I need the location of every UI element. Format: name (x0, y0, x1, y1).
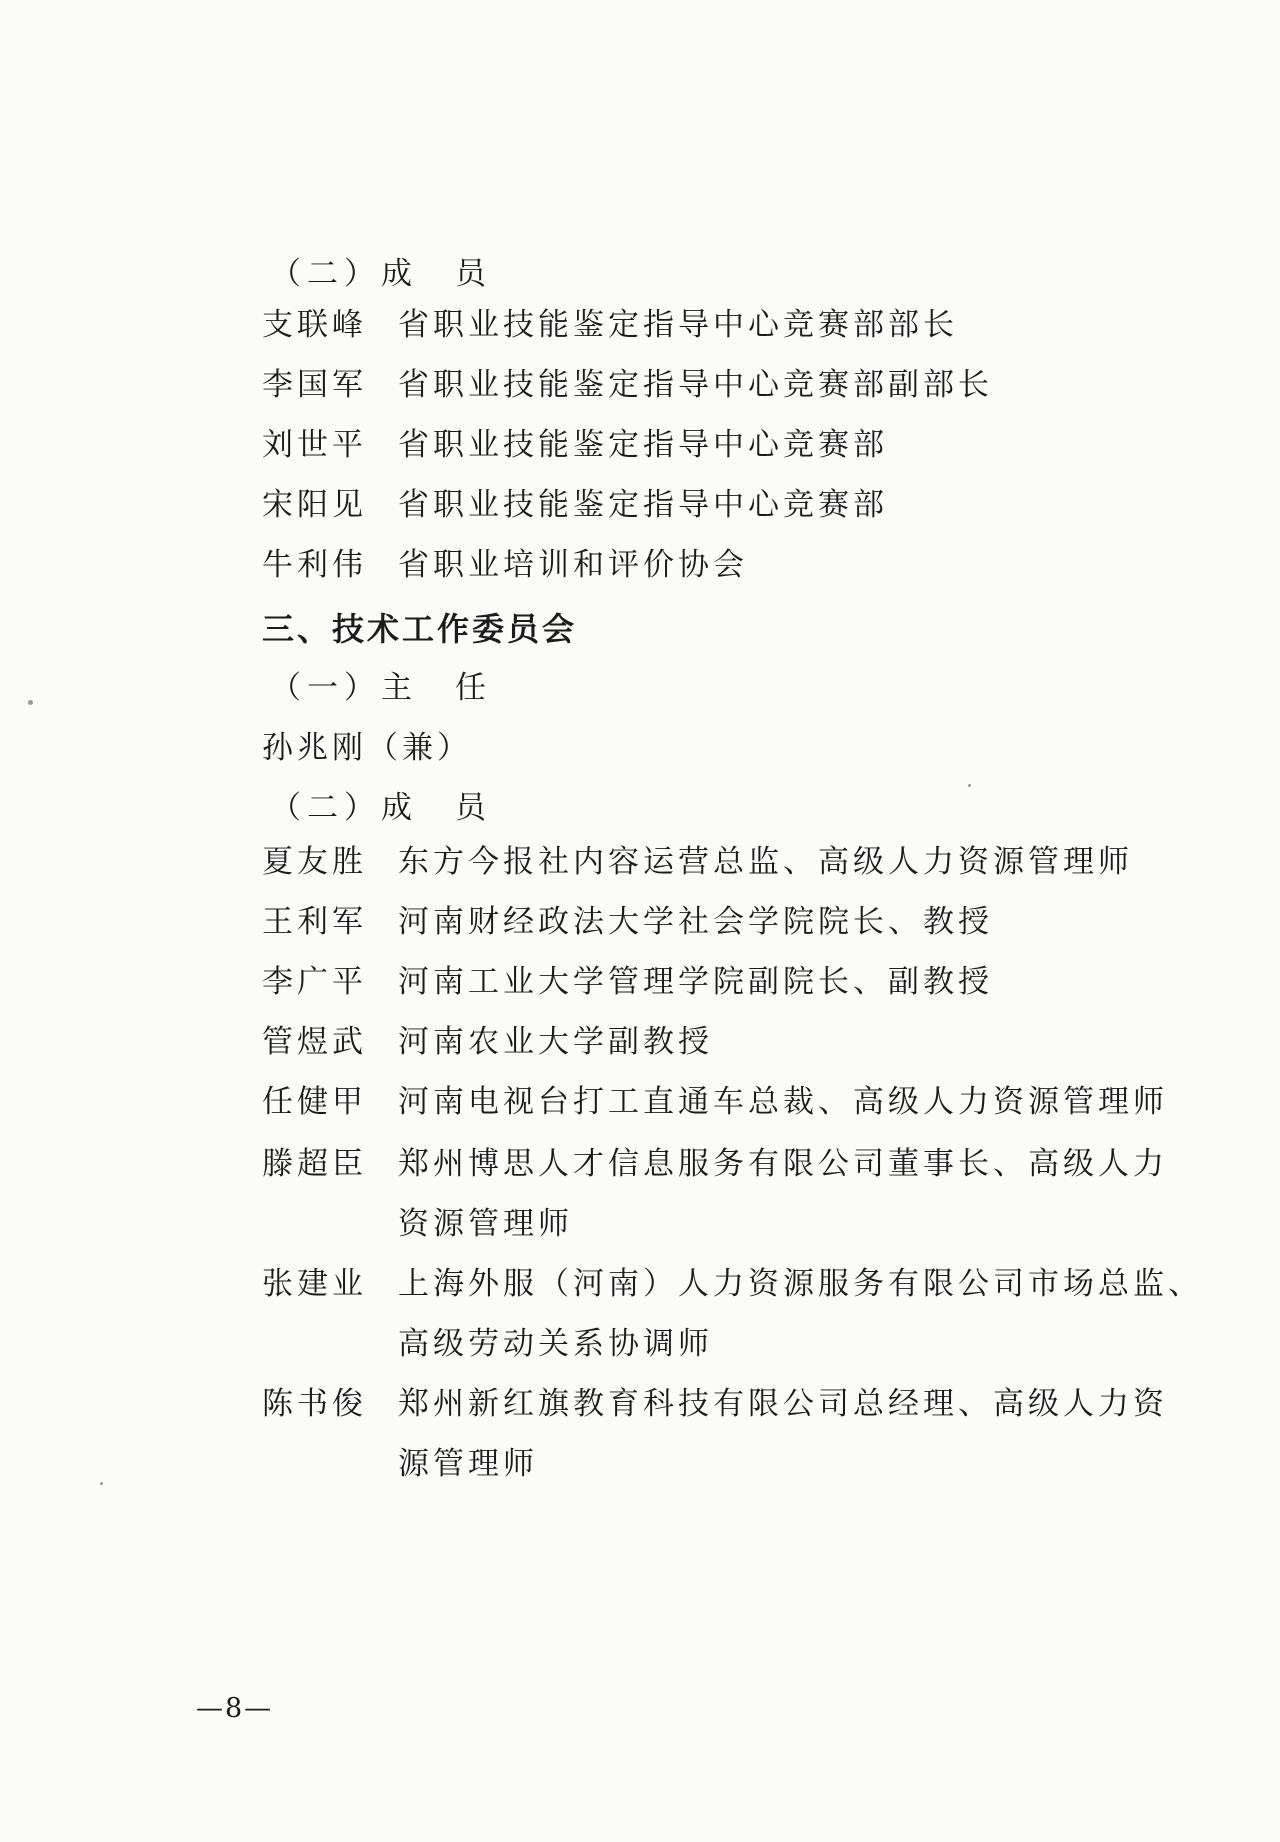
scan-speck (968, 784, 971, 787)
member-role: 省职业技能鉴定指导中心竞赛部 (398, 427, 888, 463)
member-name: 刘世平 (262, 427, 367, 463)
member-role: 省职业技能鉴定指导中心竞赛部副部长 (398, 367, 993, 403)
member-name: 李国军 (262, 367, 367, 403)
member-role: 资源管理师 (398, 1206, 573, 1242)
member-role: 河南农业大学副教授 (398, 1024, 713, 1060)
section2-members-heading: （二）成 员 (270, 256, 492, 292)
member-name: 宋阳见 (262, 487, 367, 523)
member-name: 陈书俊 (262, 1386, 367, 1422)
member-role: 省职业培训和评价协会 (398, 547, 748, 583)
member-name: 张建业 (262, 1266, 367, 1302)
member-role: 河南电视台打工直通车总裁、高级人力资源管理师 (398, 1084, 1168, 1120)
member-name: 管煜武 (262, 1024, 367, 1060)
section3-director-heading: （一）主 任 (270, 670, 492, 706)
section3-director: 孙兆刚（兼） (262, 730, 472, 766)
member-role: 河南财经政法大学社会学院院长、教授 (398, 904, 993, 940)
member-role: 河南工业大学管理学院副院长、副教授 (398, 964, 993, 1000)
member-role: 郑州新红旗教育科技有限公司总经理、高级人力资 (398, 1386, 1168, 1422)
section3-members-heading: （二）成 员 (270, 790, 492, 826)
member-name: 牛利伟 (262, 547, 367, 583)
member-name: 滕超臣 (262, 1146, 367, 1182)
member-name: 支联峰 (262, 307, 367, 343)
page-number: —8— (196, 1693, 274, 1724)
member-role: 高级劳动关系协调师 (398, 1326, 713, 1362)
member-role: 省职业技能鉴定指导中心竞赛部 (398, 487, 888, 523)
member-role: 郑州博思人才信息服务有限公司董事长、高级人力 (398, 1146, 1168, 1182)
member-name: 李广平 (262, 964, 367, 1000)
member-role: 源管理师 (398, 1446, 538, 1482)
member-role: 东方今报社内容运营总监、高级人力资源管理师 (398, 844, 1133, 880)
scan-speck (100, 1482, 103, 1485)
member-role: 上海外服（河南）人力资源服务有限公司市场总监、 (398, 1266, 1203, 1302)
member-role: 省职业技能鉴定指导中心竞赛部部长 (398, 307, 958, 343)
member-name: 王利军 (262, 904, 367, 940)
scan-speck (28, 700, 33, 705)
section3-title: 三、技术工作委员会 (262, 610, 578, 648)
member-name: 任健甲 (262, 1084, 367, 1120)
member-name: 夏友胜 (262, 844, 367, 880)
